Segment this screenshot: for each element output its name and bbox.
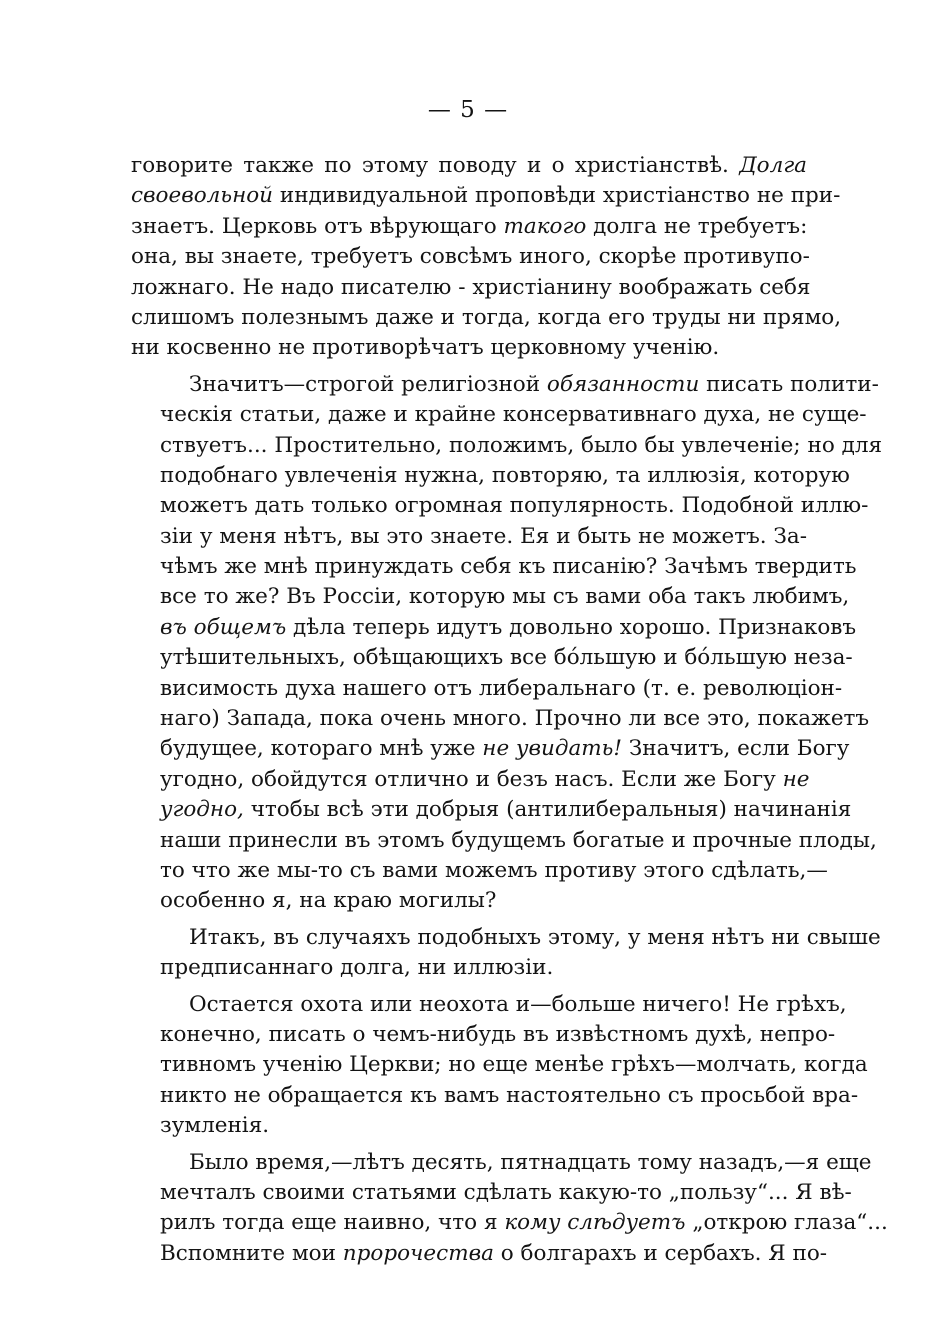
text-run: можетъ дать только огромная популярность. Подобной иллю- (160, 493, 869, 519)
text-line (131, 953, 807, 983)
text-run: зумленія. (160, 1113, 270, 1139)
text-run: ни косвенно не противорѣчатъ церковному ученію. (131, 335, 720, 361)
text-line (131, 674, 843, 704)
text-run: Значитъ, если Богу (622, 736, 850, 762)
text-line (131, 1208, 888, 1238)
text-line (131, 303, 842, 333)
text-run: ческія статьи, даже и крайне консервативнаго духа, не суще- (160, 402, 867, 428)
text-run: конечно, писать о чемъ-нибудь въ извѣстномъ духѣ, непро- (160, 1021, 836, 1047)
italic-run: пророчества (342, 1240, 494, 1266)
text-run: зіи у меня нѣтъ, вы это знаете. Ея и быть не можетъ. За- (160, 523, 807, 549)
text-run: никто не обращается къ вамъ настоятельно съ просьбой вра- (160, 1082, 859, 1108)
text-line (131, 181, 841, 211)
text-line (131, 1178, 852, 1208)
text-run: висимость духа нашего отъ либеральнаго (т. е. революціон- (160, 675, 843, 701)
text-run: дѣла теперь идутъ довольно хорошо. Признаковъ (286, 614, 857, 640)
text-line (131, 273, 811, 303)
text-run: о болгарахъ и сербахъ. Я по- (493, 1240, 828, 1266)
text-line (131, 795, 852, 825)
text-run: Значитъ—строгой религіозной (189, 371, 547, 397)
text-line (131, 400, 867, 430)
italic-run: такого (503, 213, 587, 239)
text-line (131, 522, 807, 552)
text-line (131, 923, 881, 953)
text-line (131, 765, 810, 795)
text-line (131, 242, 810, 272)
text-run: Было время,—лѣтъ десять, пятнадцать тому назадъ,—я еще (189, 1149, 872, 1175)
text-run: угодно, обойдутся отлично и безъ насъ. Если же Богу (160, 766, 783, 792)
text-run: то что же мы-то съ вами можемъ противу этого сдѣлать,— (160, 857, 828, 883)
text-line (131, 582, 850, 612)
text-line (131, 1050, 868, 1080)
text-line (131, 491, 869, 521)
text-line (131, 431, 883, 461)
italic-run: обязанности (546, 371, 700, 397)
text-run: Вспомните мои (160, 1240, 343, 1266)
text-run: знаетъ. Церковь отъ вѣрующаго (131, 213, 504, 239)
text-line (131, 1148, 872, 1178)
text-line (131, 826, 877, 856)
text-line (131, 1111, 807, 1141)
italic-run: своевольной (131, 183, 274, 209)
text-line (131, 370, 879, 400)
text-line (131, 552, 857, 582)
italic-run: въ общемъ (160, 614, 287, 640)
text-run: тивномъ ученію Церкви; но еще менѣе грѣхъ—молчать, когда (160, 1052, 868, 1078)
text-run: все то же? Въ Россіи, которую мы съ вами оба такъ любимъ, (160, 584, 850, 610)
text-line (131, 704, 870, 734)
paragraph (131, 370, 883, 917)
text-run: наши принесли въ этомъ будущемъ богатые и прочные плоды, (160, 827, 877, 853)
paragraph (131, 1148, 888, 1270)
text-run: „открою глаза“... (685, 1210, 888, 1236)
page-number: — 5 — (427, 97, 509, 123)
text-line (131, 151, 807, 181)
paragraph (131, 923, 881, 984)
paragraph (131, 990, 868, 1142)
text-line (131, 613, 857, 643)
text-line (131, 886, 807, 916)
text-line (131, 1081, 859, 1111)
text-run: она, вы знаете, требуетъ совсѣмъ иного, скорѣе противупо- (131, 244, 810, 270)
italic-run: Долга (739, 153, 807, 178)
text-run: рилъ тогда еще наивно, что я (160, 1210, 505, 1236)
text-run: говорите также по этому поводу и о христіанствѣ. (131, 153, 740, 178)
italic-run: не увидать! (482, 736, 623, 762)
italic-run: кому слѣдуетъ (504, 1210, 686, 1236)
text-line (131, 643, 853, 673)
text-run: Итакъ, въ случаяхъ подобныхъ этому, у меня нѣтъ ни свыше (189, 924, 881, 950)
text-run: Остается охота или неохота и—больше ничего! Не грѣхъ, (189, 991, 847, 1017)
text-line (131, 990, 847, 1020)
text-line (131, 461, 850, 491)
text-run: ствуетъ... Простительно, положимъ, было бы увлеченіе; но для (160, 432, 883, 458)
text-run: индивидуальной проповѣди христіанство не при- (273, 183, 841, 209)
paragraph (131, 151, 842, 364)
text-run: мечталъ своими статьями сдѣлать какую-то „пользу“... Я вѣ- (160, 1179, 852, 1205)
text-run: ложнаго. Не надо писателю - христіанину воображать себя (131, 274, 811, 300)
text-line (131, 856, 828, 886)
text-run: слишомъ полезнымъ даже и тогда, когда его труды ни прямо, (131, 304, 842, 330)
italic-run: угодно, (160, 797, 244, 823)
text-run: подобнаго увлеченія нужна, повторяю, та иллюзія, которую (160, 462, 850, 488)
text-run: будущее, котораго мнѣ уже (160, 736, 483, 762)
text-line (131, 212, 807, 242)
text-run: чѣмъ же мнѣ принуждать себя къ писанію? Зачѣмъ твердить (160, 554, 857, 580)
text-run: чтобы всѣ эти добрыя (антилиберальныя) начинанія (243, 797, 852, 823)
text-run: долга не требуетъ: (586, 213, 808, 239)
text-run: предписаннаго долга, ни иллюзіи. (160, 955, 554, 981)
italic-run: не (782, 766, 810, 792)
text-line (131, 333, 807, 363)
text-line (131, 1239, 828, 1269)
text-run: наго) Запада, пока очень много. Прочно ли все это, покажетъ (160, 706, 870, 732)
text-run: писать полити- (699, 371, 879, 397)
text-line (131, 1020, 836, 1050)
body-text (131, 151, 888, 1275)
text-line (131, 734, 850, 764)
text-run: утѣшительныхъ, обѣщающихъ все бóльшую и бóльшую неза- (160, 645, 853, 671)
text-run: особенно я, на краю могилы? (160, 888, 497, 914)
